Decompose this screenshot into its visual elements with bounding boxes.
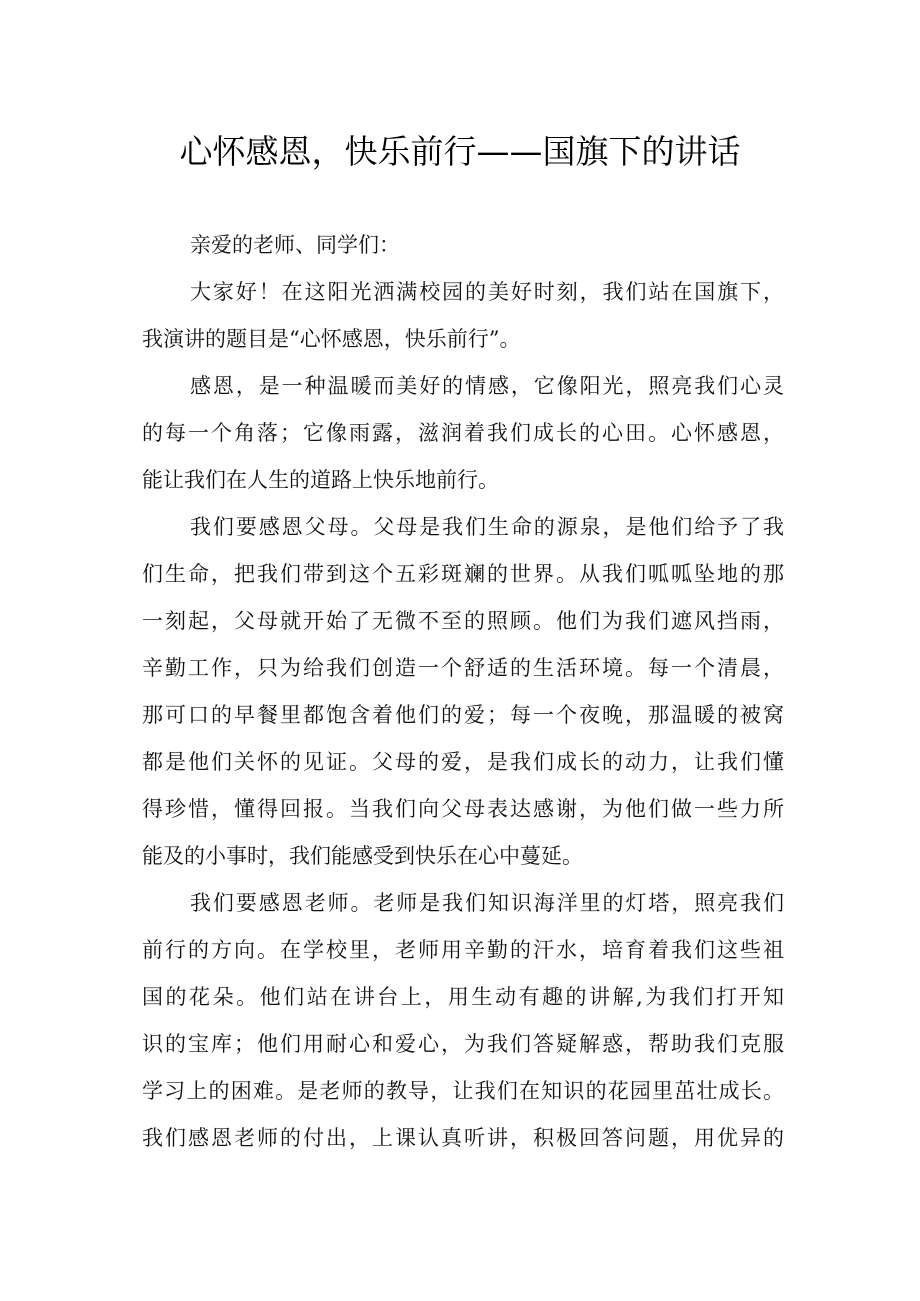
paragraph-line: 一刻起，父母就开始了无微不至的照顾。他们为我们遮风挡雨，: [142, 609, 784, 633]
paragraph-line: 前行的方向。在学校里，老师用辛勤的汗水，培育着我们这些祖: [142, 938, 784, 962]
paragraph-line: 的每一个角落；它像雨露，滋润着我们成长的心田。心怀感恩，: [142, 421, 784, 445]
paragraph-line: 能及的小事时，我们能感受到快乐在心中蔓延。: [142, 844, 583, 868]
paragraph-line: 学习上的困难。是老师的教导，让我们在知识的花园里茁壮成长。: [142, 1079, 784, 1103]
paragraph-line: 得珍惜，懂得回报。当我们向父母表达感谢，为他们做一些力所: [142, 797, 784, 821]
paragraph-line: 辛勤工作，只为给我们创造一个舒适的生活环境。每一个清晨，: [142, 656, 784, 680]
paragraph-line: 那可口的早餐里都饱含着他们的爱；每一个夜晚，那温暖的被窝: [142, 703, 784, 727]
paragraph-line: 我们要感恩老师。老师是我们知识海洋里的灯塔，照亮我们: [190, 891, 784, 915]
paragraph-line: 我们感恩老师的付出，上课认真听讲，积极回答问题，用优异的: [142, 1126, 784, 1150]
paragraph-line: 亲爱的老师、同学们：: [190, 233, 400, 257]
paragraph-line: 大家好！在这阳光洒满校园的美好时刻，我们站在国旗下，: [190, 280, 784, 304]
paragraph-line: 感恩，是一种温暖而美好的情感，它像阳光，照亮我们心灵: [190, 374, 784, 398]
paragraph-line: 们生命，把我们带到这个五彩斑斓的世界。从我们呱呱坠地的那: [142, 562, 784, 586]
paragraph-line: 我演讲的题目是“心怀感恩，快乐前行”。: [142, 327, 521, 351]
paragraph-line: 识的宝库；他们用耐心和爱心，为我们答疑解惑，帮助我们克服: [142, 1032, 784, 1056]
paragraph: [142, 504, 784, 880]
document-body: [142, 222, 784, 1162]
paragraph-line: 我们要感恩父母。父母是我们生命的源泉，是他们给予了我: [190, 515, 784, 539]
paragraph-line: 国的花朵。他们站在讲台上，用生动有趣的讲解,为我们打开知: [142, 985, 784, 1009]
paragraph-line: 能让我们在人生的道路上快乐地前行。: [142, 468, 499, 492]
paragraph: [142, 363, 784, 504]
paragraph: [142, 880, 784, 1162]
document-title: 心怀感恩，快乐前行——国旗下的讲话: [179, 132, 741, 171]
paragraph: [142, 269, 784, 363]
paragraph-line: 都是他们关怀的见证。父母的爱，是我们成长的动力，让我们懂: [142, 750, 784, 774]
paragraph: [142, 222, 784, 269]
